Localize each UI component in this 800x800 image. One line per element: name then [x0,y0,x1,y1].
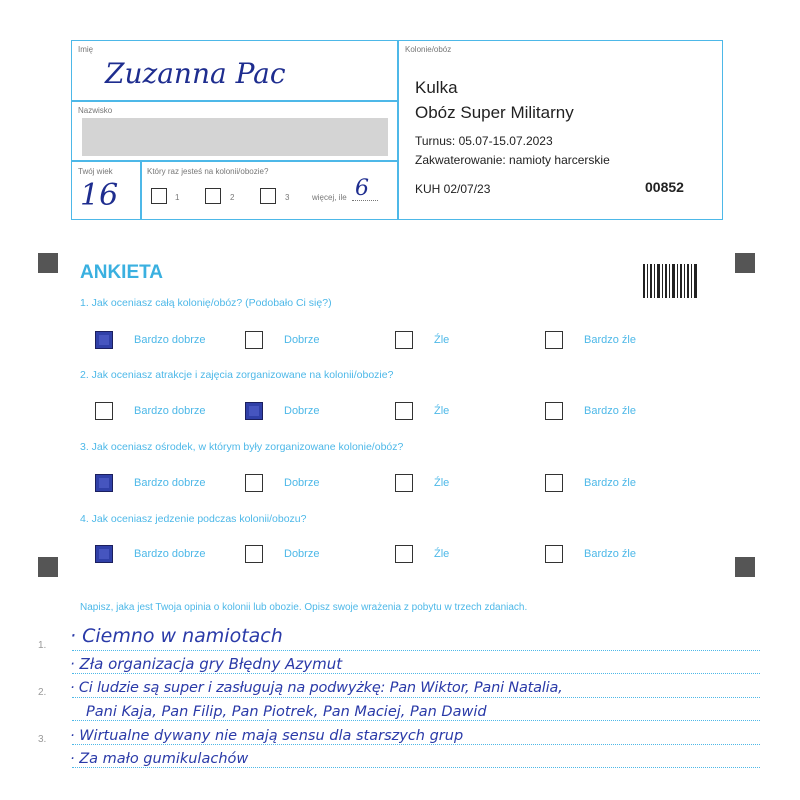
answer-option-label: Bardzo dobrze [134,334,206,346]
visit-2-checkbox[interactable] [205,188,221,204]
question-1: 1. Jak oceniasz całą kolonię/obóz? (Podobało Ci się?) [80,297,332,309]
wiek-label: Twój wiek [78,167,113,176]
answer-checkbox[interactable] [95,402,113,420]
alignment-marker [38,557,58,577]
line-number-1: 1. [38,640,47,651]
wiecej-value[interactable]: 6 [355,176,369,201]
imie-value[interactable]: Zuzanna Pac [105,57,286,90]
opinion-prompt: Napisz, jaka jest Twoja opinia o kolonii lub obozie. Opisz swoje wrażenia z pobytu w trzech zdaniach. [80,602,528,613]
answer-checkbox[interactable] [545,474,563,492]
camp-turnus: Turnus: 05.07-15.07.2023 [415,134,553,148]
camp-zakwaterowanie: Zakwaterowanie: namioty harcerskie [415,153,610,167]
line-number-3: 3. [38,734,47,745]
divider [397,40,399,220]
opinion-line-4[interactable]: Pani Kaja, Pan Filip, Pan Piotrek, Pan Maciej, Pan Dawid [86,704,487,720]
answer-checkbox[interactable] [245,545,263,563]
answer-option-label: Bardzo źle [584,548,636,560]
opinion-line-5[interactable]: · Wirtualne dywany nie mają sensu dla starszych grup [70,728,464,744]
survey-title: ANKIETA [80,262,164,283]
redacted-surname [82,118,388,156]
answer-line [72,697,760,698]
visit-2-label: 2 [230,193,235,202]
answer-line [72,673,760,674]
opinion-line-6[interactable]: · Za mało gumikulachów [70,751,249,767]
barcode-icon [643,264,699,298]
answer-checkbox[interactable] [395,474,413,492]
answer-checkbox[interactable] [395,402,413,420]
visit-1-label: 1 [175,193,180,202]
question-4: 4. Jak oceniasz jedzenie podczas kolonii/obozu? [80,513,307,525]
answer-checkbox[interactable] [245,474,263,492]
divider [71,100,398,102]
answer-checkbox[interactable] [95,331,113,349]
alignment-marker [735,557,755,577]
answer-option-label: Dobrze [284,405,320,417]
question-3: 3. Jak oceniasz ośrodek, w którym były zorganizowane kolonie/obóz? [80,441,404,453]
answer-line [72,650,760,651]
answer-checkbox[interactable] [545,331,563,349]
line-number-2: 2. [38,687,47,698]
camp-number: 00852 [645,179,684,195]
opinion-line-2[interactable]: · Zła organizacja gry Błędny Azymut [70,655,343,673]
opinion-line-1[interactable]: · Ciemno w namiotach [70,625,283,647]
answer-option-label: Bardzo dobrze [134,405,206,417]
answer-line [72,720,760,721]
answer-option-label: Bardzo dobrze [134,548,206,560]
alignment-marker [735,253,755,273]
divider [140,160,142,220]
answer-option-label: Bardzo źle [584,477,636,489]
answer-checkbox[interactable] [245,402,263,420]
answer-checkbox[interactable] [95,545,113,563]
imie-label: Imię [78,45,94,54]
answer-option-label: Źle [434,477,450,489]
answer-checkbox[interactable] [245,331,263,349]
answer-line [72,767,760,768]
visit-3-label: 3 [285,193,290,202]
kolonie-label: Kolonie/obóz [405,45,452,54]
answer-option-label: Dobrze [284,477,320,489]
camp-code: KUH 02/07/23 [415,182,491,196]
alignment-marker [38,253,58,273]
answer-checkbox[interactable] [95,474,113,492]
question-2: 2. Jak oceniasz atrakcje i zajęcia zorganizowane na kolonii/obozie? [80,369,394,381]
answer-option-label: Źle [434,548,450,560]
answer-checkbox[interactable] [545,545,563,563]
ktory-raz-label: Który raz jesteś na kolonii/obozie? [147,167,269,176]
nazwisko-label: Nazwisko [78,106,113,115]
wiek-value[interactable]: 16 [80,178,119,213]
answer-checkbox[interactable] [395,331,413,349]
camp-name: Kulka [415,78,458,97]
opinion-line-3[interactable]: · Ci ludzie są super i zasługują na podwyżkę: Pan Wiktor, Pani Natalia, [70,680,563,696]
answer-option-label: Dobrze [284,334,320,346]
answer-option-label: Źle [434,405,450,417]
answer-option-label: Bardzo źle [584,334,636,346]
answer-option-label: Dobrze [284,548,320,560]
divider [71,160,398,162]
visit-3-checkbox[interactable] [260,188,276,204]
visit-1-checkbox[interactable] [151,188,167,204]
answer-line [72,744,760,745]
answer-option-label: Źle [434,334,450,346]
answer-checkbox[interactable] [545,402,563,420]
wiecej-label: więcej, ile [312,193,347,202]
answer-option-label: Bardzo dobrze [134,477,206,489]
camp-title: Obóz Super Militarny [415,103,574,122]
answer-checkbox[interactable] [395,545,413,563]
answer-option-label: Bardzo źle [584,405,636,417]
